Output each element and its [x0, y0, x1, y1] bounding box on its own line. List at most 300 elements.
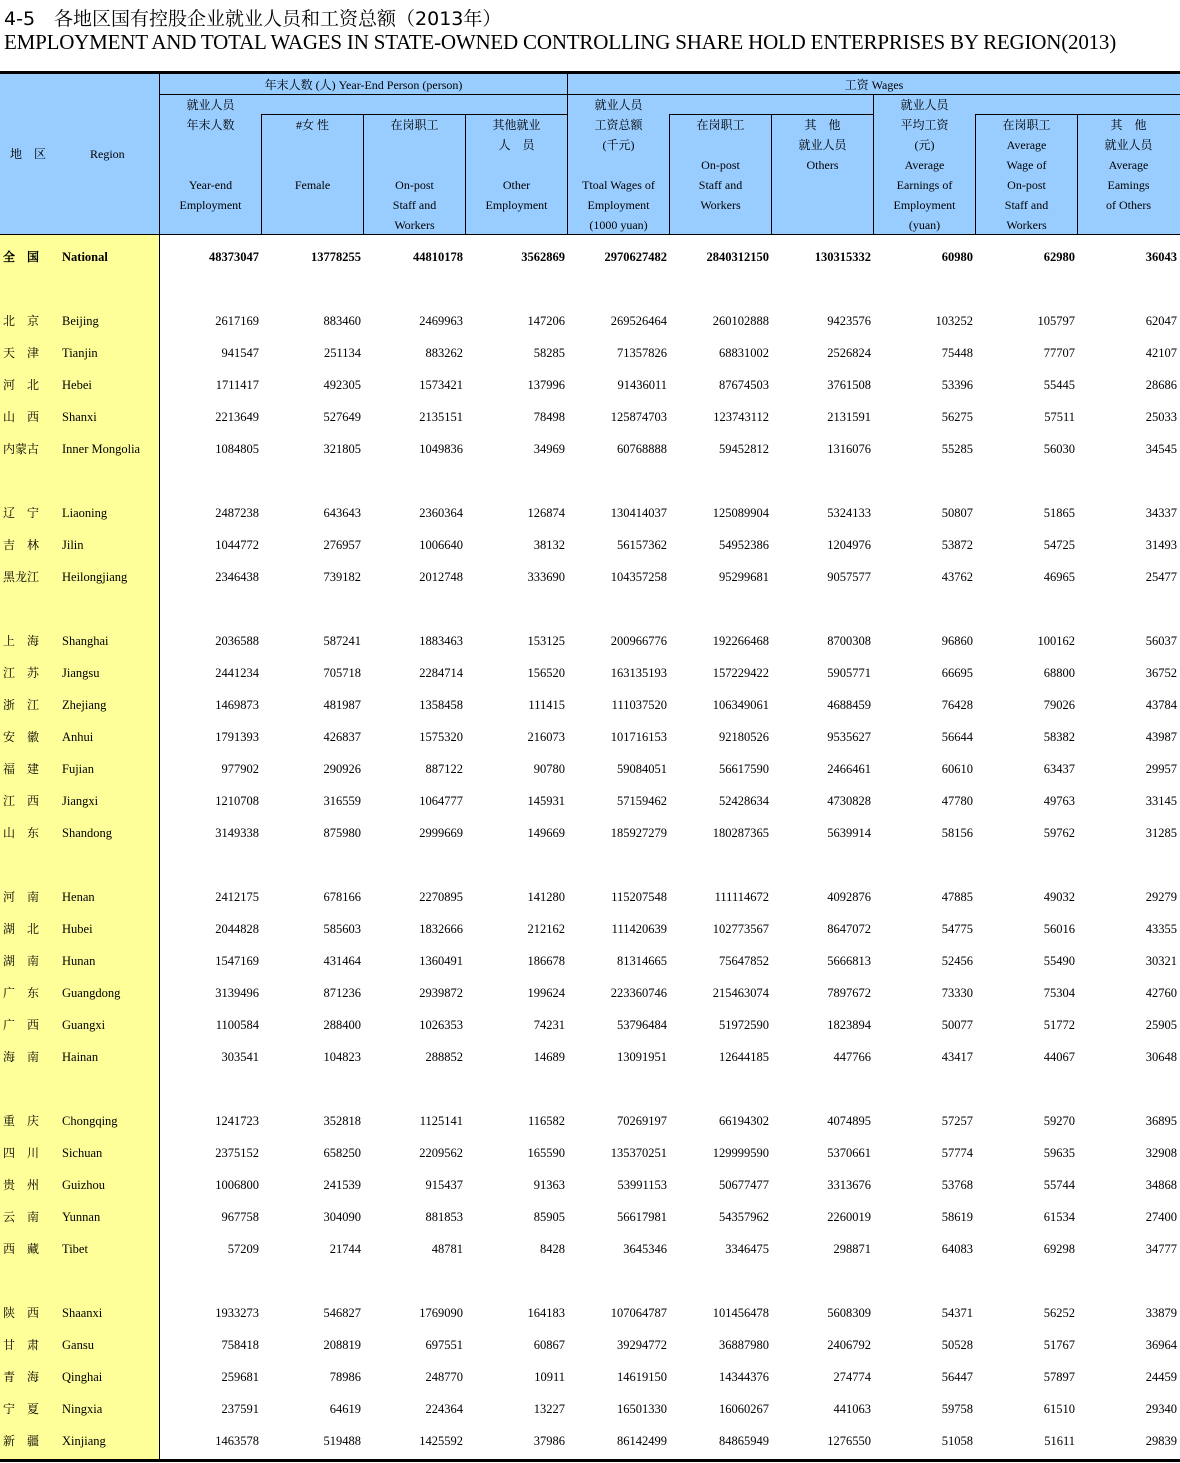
region-name-en: Heilongjiang [62, 570, 128, 584]
region-name-en: Zhejiang [62, 698, 107, 712]
cell-value: 200966776 [610, 634, 667, 648]
cell-value: 157229422 [712, 666, 769, 680]
cell-value: 62047 [1145, 314, 1177, 328]
cell-value: 111415 [528, 698, 565, 712]
cell-value: 58382 [1043, 730, 1075, 744]
region-name-en: Chongqing [62, 1114, 118, 1128]
cell-value: 125089904 [712, 506, 769, 520]
cell-value: 153125 [527, 634, 565, 648]
cell-value: 100162 [1037, 634, 1075, 648]
cell-value: 585603 [323, 922, 361, 936]
cell-value: 16060267 [719, 1402, 769, 1416]
cell-value: 135370251 [610, 1146, 667, 1160]
bottom-rule [0, 1459, 1180, 1462]
table-row [0, 1143, 1180, 1163]
cell-value: 303541 [221, 1050, 259, 1064]
cell-value: 56644 [941, 730, 973, 744]
cell-value: 2412175 [215, 890, 259, 904]
cell-value: 8647072 [827, 922, 871, 936]
cell-value: 298871 [833, 1242, 871, 1256]
cell-value: 71357826 [617, 346, 667, 360]
cell-value: 56037 [1145, 634, 1177, 648]
cell-value: 887122 [425, 762, 463, 776]
table-row [0, 567, 1180, 587]
cell-value: 199624 [527, 986, 565, 1000]
cell-value: 49032 [1043, 890, 1075, 904]
cell-value: 96860 [941, 634, 973, 648]
region-name-en: Hebei [62, 378, 92, 392]
table-row [0, 343, 1180, 363]
table-row [0, 631, 1180, 651]
cell-value: 74231 [533, 1018, 565, 1032]
region-name-en: Hainan [62, 1050, 99, 1064]
cell-value: 57511 [1044, 410, 1075, 424]
table-row [0, 407, 1180, 427]
cell-value: 56275 [941, 410, 973, 424]
cell-value: 881853 [425, 1210, 463, 1224]
cell-value: 30648 [1145, 1050, 1177, 1064]
cell-value: 156520 [527, 666, 565, 680]
cell-value: 1883463 [419, 634, 463, 648]
region-name-cn: 黑龙江 [3, 570, 40, 584]
cell-value: 9535627 [827, 730, 871, 744]
cell-value: 1933273 [215, 1306, 259, 1320]
header-region-cn: 地 区 [10, 147, 47, 161]
cell-value: 107064787 [610, 1306, 667, 1320]
cell-value: 587241 [323, 634, 361, 648]
cell-value: 1575320 [419, 730, 463, 744]
cell-value: 27400 [1145, 1210, 1177, 1224]
region-name-en: Guangdong [62, 986, 121, 1000]
region-name-en: Fujian [62, 762, 94, 776]
cell-value: 147206 [527, 314, 565, 328]
cell-value: 126874 [527, 506, 565, 520]
cell-value: 68831002 [719, 346, 769, 360]
cell-value: 29279 [1145, 890, 1177, 904]
cell-value: 62980 [1043, 250, 1075, 264]
cell-value: 658250 [323, 1146, 361, 1160]
cell-value: 1006640 [419, 538, 463, 552]
region-name-cn: 云 南 [3, 1210, 40, 1224]
cell-value: 64083 [941, 1242, 973, 1256]
cell-value: 352818 [323, 1114, 361, 1128]
region-name-en: National [62, 250, 108, 264]
cell-value: 38132 [533, 538, 565, 552]
cell-value: 274774 [833, 1370, 871, 1384]
cell-value: 259681 [221, 1370, 259, 1384]
table-row [0, 951, 1180, 971]
cell-value: 915437 [425, 1178, 463, 1192]
header-vline [363, 114, 364, 235]
cell-value: 3346475 [725, 1242, 769, 1256]
region-name-en: Beijing [62, 314, 99, 328]
cell-value: 52456 [941, 954, 973, 968]
region-name-cn: 海 南 [3, 1050, 40, 1064]
cell-value: 59270 [1043, 1114, 1075, 1128]
cell-value: 36752 [1145, 666, 1177, 680]
cell-value: 492305 [323, 378, 361, 392]
header-region-en: Region [90, 147, 125, 161]
table-row [0, 503, 1180, 523]
cell-value: 697551 [425, 1338, 463, 1352]
cell-value: 2406792 [827, 1338, 871, 1352]
cell-value: 883460 [323, 314, 361, 328]
cell-value: 2213649 [215, 410, 259, 424]
cell-value: 941547 [221, 346, 259, 360]
cell-value: 101456478 [712, 1306, 769, 1320]
header-vline [159, 74, 160, 235]
cell-value: 91436011 [617, 378, 667, 392]
cell-value: 56157362 [617, 538, 667, 552]
cell-value: 61534 [1043, 1210, 1075, 1224]
cell-value: 85905 [533, 1210, 565, 1224]
cell-value: 678166 [323, 890, 361, 904]
cell-value: 2441234 [215, 666, 259, 680]
cell-value: 3139496 [215, 986, 259, 1000]
table-row [0, 887, 1180, 907]
cell-value: 59758 [941, 1402, 973, 1416]
cell-value: 61510 [1043, 1402, 1075, 1416]
cell-value: 36895 [1145, 1114, 1177, 1128]
cell-value: 29957 [1145, 762, 1177, 776]
cell-value: 36964 [1145, 1338, 1177, 1352]
table-row [0, 1303, 1180, 1323]
cell-value: 57209 [227, 1242, 259, 1256]
cell-value: 55490 [1043, 954, 1075, 968]
region-name-cn: 山 西 [3, 410, 40, 424]
region-name-en: Sichuan [62, 1146, 103, 1160]
region-name-en: Qinghai [62, 1370, 103, 1384]
header-vline [465, 114, 466, 235]
cell-value: 111420639 [611, 922, 667, 936]
table-row [0, 1239, 1180, 1259]
cell-value: 48373047 [209, 250, 259, 264]
cell-value: 63437 [1043, 762, 1075, 776]
table-row [0, 1111, 1180, 1131]
region-name-cn: 辽 宁 [3, 506, 40, 520]
region-name-en: Shandong [62, 826, 112, 840]
table-row [0, 1431, 1180, 1451]
region-name-en: Liaoning [62, 506, 108, 520]
cell-value: 447766 [833, 1050, 871, 1064]
cell-value: 1769090 [419, 1306, 463, 1320]
table-row [0, 823, 1180, 843]
cell-value: 75448 [941, 346, 973, 360]
header-group-person: 年末人数 (人) Year-End Person (person) [264, 78, 463, 92]
cell-value: 50807 [941, 506, 973, 520]
cell-value: 54952386 [719, 538, 769, 552]
cell-value: 29839 [1145, 1434, 1177, 1448]
cell-value: 66695 [941, 666, 973, 680]
cell-value: 44067 [1043, 1050, 1075, 1064]
cell-value: 104823 [323, 1050, 361, 1064]
cell-value: 1006800 [215, 1178, 259, 1192]
cell-value: 34337 [1145, 506, 1177, 520]
cell-value: 9057577 [827, 570, 871, 584]
header-vline [261, 114, 262, 235]
cell-value: 55285 [941, 442, 973, 456]
cell-value: 52428634 [719, 794, 769, 808]
table-row [0, 759, 1180, 779]
cell-value: 50077 [941, 1018, 973, 1032]
cell-value: 16501330 [617, 1402, 667, 1416]
cell-value: 105797 [1037, 314, 1075, 328]
cell-value: 115207548 [611, 890, 667, 904]
cell-value: 3645346 [623, 1242, 667, 1256]
cell-value: 111114672 [714, 890, 769, 904]
cell-value: 54775 [941, 922, 973, 936]
header-divider-sub-wages2 [976, 114, 1180, 115]
cell-value: 36043 [1145, 250, 1177, 264]
table-row [0, 1015, 1180, 1035]
cell-value: 643643 [323, 506, 361, 520]
cell-value: 39294772 [617, 1338, 667, 1352]
region-name-en: Guangxi [62, 1018, 106, 1032]
cell-value: 4730828 [827, 794, 871, 808]
cell-value: 33879 [1145, 1306, 1177, 1320]
region-name-en: Inner Mongolia [62, 442, 141, 456]
cell-value: 43784 [1145, 698, 1177, 712]
cell-value: 76428 [941, 698, 973, 712]
region-name-cn: 甘 肃 [3, 1338, 40, 1352]
cell-value: 25905 [1145, 1018, 1177, 1032]
cell-value: 49763 [1043, 794, 1075, 808]
cell-value: 269526464 [610, 314, 667, 328]
cell-value: 14689 [533, 1050, 565, 1064]
region-name-en: Shaanxi [62, 1306, 103, 1320]
cell-value: 84865949 [719, 1434, 769, 1448]
region-name-cn: 天 津 [3, 346, 40, 360]
region-name-cn: 西 藏 [3, 1242, 40, 1256]
header-bottom-line [0, 234, 1180, 235]
cell-value: 2284714 [419, 666, 463, 680]
cell-value: 546827 [323, 1306, 361, 1320]
region-name-cn: 河 北 [3, 378, 40, 392]
cell-value: 276957 [323, 538, 361, 552]
region-name-en: Shanghai [62, 634, 109, 648]
table-header: 地 区 Region 年末人数 (人) Year-End Person (person) 工资 Wages 就业人员 年末人数 Year-end Employment #女 性 Female 在岗职工 On-post Staff and Workers 其他就业 人 员 Other Employment 就业人员 工资总额 (千元) Ttoal Wages of Employment (1000 yuan) 在岗职工 On-post Staff and Workers 其 他 就业人员 Others 就业人员 平均工资 (元) Average Earnings of Employment (yuan) 在岗职工 Average Wage of On-post Staff and Workers 其 他 就业人员 Average Eamings of Others [0, 74, 1180, 235]
cell-value: 1316076 [827, 442, 871, 456]
table-row [0, 1399, 1180, 1419]
cell-value: 44810178 [413, 250, 463, 264]
cell-value: 4074895 [827, 1114, 871, 1128]
cell-value: 1360491 [419, 954, 463, 968]
cell-value: 2469963 [419, 314, 463, 328]
cell-value: 1049836 [419, 442, 463, 456]
cell-value: 2939872 [419, 986, 463, 1000]
cell-value: 34777 [1145, 1242, 1177, 1256]
cell-value: 8428 [540, 1242, 565, 1256]
table-row [0, 311, 1180, 331]
header-vline [771, 114, 772, 235]
cell-value: 527649 [323, 410, 361, 424]
table-row [0, 727, 1180, 747]
cell-value: 1210708 [215, 794, 259, 808]
cell-value: 1276550 [827, 1434, 871, 1448]
header-vline [567, 74, 568, 235]
region-name-cn: 江 苏 [3, 666, 40, 680]
cell-value: 875980 [323, 826, 361, 840]
cell-value: 333690 [527, 570, 565, 584]
cell-value: 1469873 [215, 698, 259, 712]
cell-value: 54371 [941, 1306, 973, 1320]
cell-value: 34969 [533, 442, 565, 456]
table-row [0, 439, 1180, 459]
table-row [0, 1047, 1180, 1067]
cell-value: 77707 [1043, 346, 1075, 360]
cell-value: 2209562 [419, 1146, 463, 1160]
table-row [0, 663, 1180, 683]
cell-value: 50528 [941, 1338, 973, 1352]
cell-value: 705718 [323, 666, 361, 680]
table-row [0, 1207, 1180, 1227]
cell-value: 883262 [425, 346, 463, 360]
region-name-en: Henan [62, 890, 95, 904]
region-name-en: Anhui [62, 730, 94, 744]
region-name-cn: 广 西 [3, 1018, 40, 1032]
cell-value: 5324133 [827, 506, 871, 520]
cell-value: 53796484 [617, 1018, 667, 1032]
cell-value: 1573421 [419, 378, 463, 392]
cell-value: 3313676 [827, 1178, 871, 1192]
cell-value: 56016 [1043, 922, 1075, 936]
table-row [0, 791, 1180, 811]
table-row [0, 695, 1180, 715]
header-divider-group [160, 94, 1180, 95]
cell-value: 55445 [1043, 378, 1075, 392]
table-row [0, 983, 1180, 1003]
cell-value: 47885 [941, 890, 973, 904]
cell-value: 60980 [941, 250, 973, 264]
cell-value: 1125141 [419, 1114, 463, 1128]
region-name-cn: 青 海 [3, 1370, 40, 1384]
cell-value: 51772 [1043, 1018, 1075, 1032]
region-name-en: Jiangsu [62, 666, 100, 680]
cell-value: 1064777 [419, 794, 463, 808]
cell-value: 141280 [527, 890, 565, 904]
cell-value: 36887980 [719, 1338, 769, 1352]
cell-value: 2346438 [215, 570, 259, 584]
cell-value: 54357962 [719, 1210, 769, 1224]
cell-value: 81314665 [617, 954, 667, 968]
region-name-cn: 重 庆 [3, 1114, 40, 1128]
cell-value: 75304 [1043, 986, 1075, 1000]
cell-value: 5370661 [827, 1146, 871, 1160]
cell-value: 208819 [323, 1338, 361, 1352]
region-name-cn: 上 海 [3, 634, 40, 648]
cell-value: 2260019 [827, 1210, 871, 1224]
cell-value: 123743112 [713, 410, 769, 424]
cell-value: 1823894 [827, 1018, 871, 1032]
cell-value: 1084805 [215, 442, 259, 456]
cell-value: 431464 [323, 954, 361, 968]
cell-value: 60867 [533, 1338, 565, 1352]
cell-value: 290926 [323, 762, 361, 776]
cell-value: 1425592 [419, 1434, 463, 1448]
cell-value: 3562869 [521, 250, 565, 264]
cell-value: 58285 [533, 346, 565, 360]
cell-value: 2526824 [827, 346, 871, 360]
region-name-cn: 江 西 [3, 794, 40, 808]
cell-value: 5666813 [827, 954, 871, 968]
cell-value: 59635 [1043, 1146, 1075, 1160]
cell-value: 28686 [1145, 378, 1177, 392]
cell-value: 1241723 [215, 1114, 259, 1128]
region-name-en: Tianjin [62, 346, 98, 360]
cell-value: 125874703 [610, 410, 667, 424]
cell-value: 2466461 [827, 762, 871, 776]
cell-value: 25033 [1145, 410, 1177, 424]
cell-value: 103252 [935, 314, 973, 328]
cell-value: 51767 [1043, 1338, 1075, 1352]
cell-value: 9423576 [827, 314, 871, 328]
cell-value: 180287365 [712, 826, 769, 840]
cell-value: 1463578 [215, 1434, 259, 1448]
cell-value: 260102888 [712, 314, 769, 328]
cell-value: 7897672 [827, 986, 871, 1000]
cell-value: 51865 [1043, 506, 1075, 520]
cell-value: 251134 [323, 346, 361, 360]
cell-value: 33145 [1145, 794, 1177, 808]
cell-value: 2617169 [215, 314, 259, 328]
table-row [0, 1175, 1180, 1195]
cell-value: 21744 [329, 1242, 361, 1256]
cell-value: 1832666 [419, 922, 463, 936]
cell-value: 739182 [323, 570, 361, 584]
region-name-cn: 四 川 [3, 1146, 40, 1160]
cell-value: 967758 [221, 1210, 259, 1224]
cell-value: 53991153 [617, 1178, 667, 1192]
region-name-en: Jiangxi [62, 794, 99, 808]
region-name-en: Ningxia [62, 1402, 103, 1416]
cell-value: 57774 [941, 1146, 973, 1160]
region-name-en: Hunan [62, 954, 96, 968]
cell-value: 2375152 [215, 1146, 259, 1160]
cell-value: 60610 [941, 762, 973, 776]
cell-value: 55744 [1043, 1178, 1075, 1192]
region-name-cn: 山 东 [3, 826, 40, 840]
cell-value: 321805 [323, 442, 361, 456]
region-name-cn: 内蒙古 [3, 442, 40, 456]
cell-value: 32908 [1145, 1146, 1177, 1160]
cell-value: 106349061 [712, 698, 769, 712]
cell-value: 13091951 [617, 1050, 667, 1064]
region-name-cn: 新 疆 [3, 1434, 40, 1448]
cell-value: 59762 [1043, 826, 1075, 840]
cell-value: 241539 [323, 1178, 361, 1192]
cell-value: 2036588 [215, 634, 259, 648]
cell-value: 42107 [1145, 346, 1177, 360]
cell-value: 78986 [329, 1370, 361, 1384]
cell-value: 4092876 [827, 890, 871, 904]
cell-value: 212162 [527, 922, 565, 936]
region-name-cn: 浙 江 [3, 698, 40, 712]
region-name-cn: 贵 州 [3, 1178, 40, 1192]
cell-value: 5639914 [827, 826, 871, 840]
cell-value: 192266468 [712, 634, 769, 648]
cell-value: 165590 [527, 1146, 565, 1160]
cell-value: 37986 [533, 1434, 565, 1448]
table-row [0, 919, 1180, 939]
cell-value: 68800 [1043, 666, 1075, 680]
cell-value: 57257 [941, 1114, 973, 1128]
cell-value: 57897 [1043, 1370, 1075, 1384]
cell-value: 53872 [941, 538, 973, 552]
cell-value: 73330 [941, 986, 973, 1000]
cell-value: 14619150 [617, 1370, 667, 1384]
cell-value: 104357258 [610, 570, 667, 584]
cell-value: 59084051 [617, 762, 667, 776]
